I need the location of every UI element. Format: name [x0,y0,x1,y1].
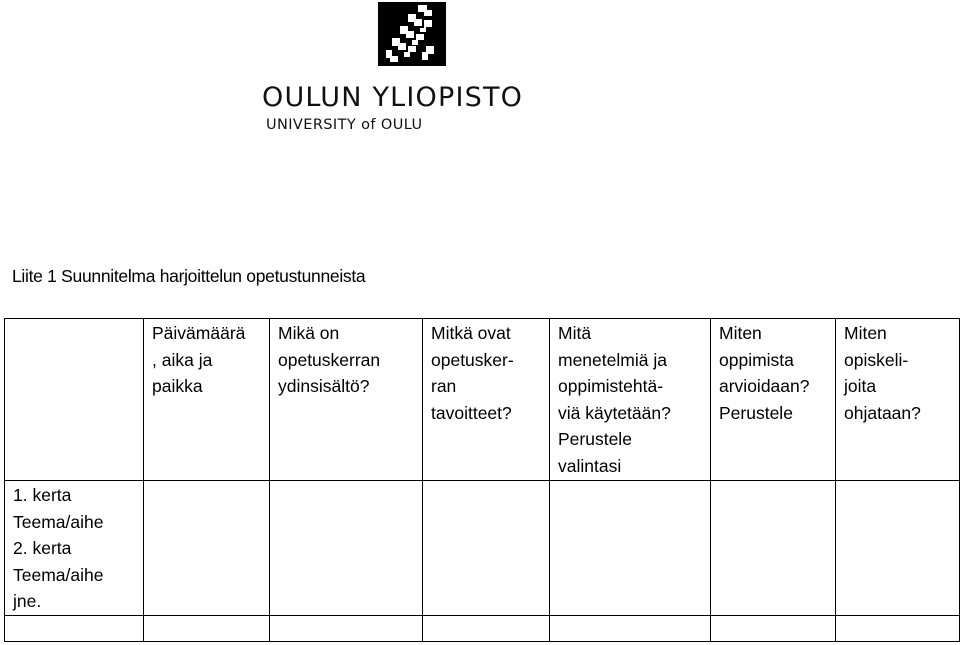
empty-cell [144,481,270,616]
empty-cell [423,616,550,642]
empty-cell [711,616,836,642]
header-cell-empty [5,319,144,481]
header-cell-assessment: Miten oppimista arvioidaan? Perustele [711,319,836,481]
empty-cell [423,481,550,616]
empty-cell [144,616,270,642]
empty-cell [711,481,836,616]
empty-cell [836,616,960,642]
document-heading: Liite 1 Suunnitelma harjoittelun opetustunneista [12,266,366,286]
logo-subtitle: UNIVERSITY of OULU [266,117,423,133]
header-cell-content: Mikä on opetuskerran ydinsisältö? [270,319,423,481]
empty-cell [270,616,423,642]
empty-cell [5,616,144,642]
header-cell-date: Päivämäärä , aika ja paikka [144,319,270,481]
table-row [5,481,960,616]
empty-cell [550,481,711,616]
header-cell-methods: Mitä menetelmiä ja oppimistehtä- viä käytetään? Perustele valintasi [550,319,711,481]
university-logo-icon [378,2,446,66]
table-header-row [5,319,960,481]
lesson-plan-table [4,318,960,642]
table-row [5,616,960,642]
empty-cell [270,481,423,616]
header-cell-guidance: Miten opiskeli- joita ohjataan? [836,319,960,481]
empty-cell [836,481,960,616]
empty-cell [550,616,711,642]
row-label-cell: 1. kerta Teema/aihe 2. kerta Teema/aihe jne. [5,481,144,616]
logo-wordmark: OULUN YLIOPISTO [262,82,524,113]
header-cell-goals: Mitkä ovat opetusker- ran tavoitteet? [423,319,550,481]
